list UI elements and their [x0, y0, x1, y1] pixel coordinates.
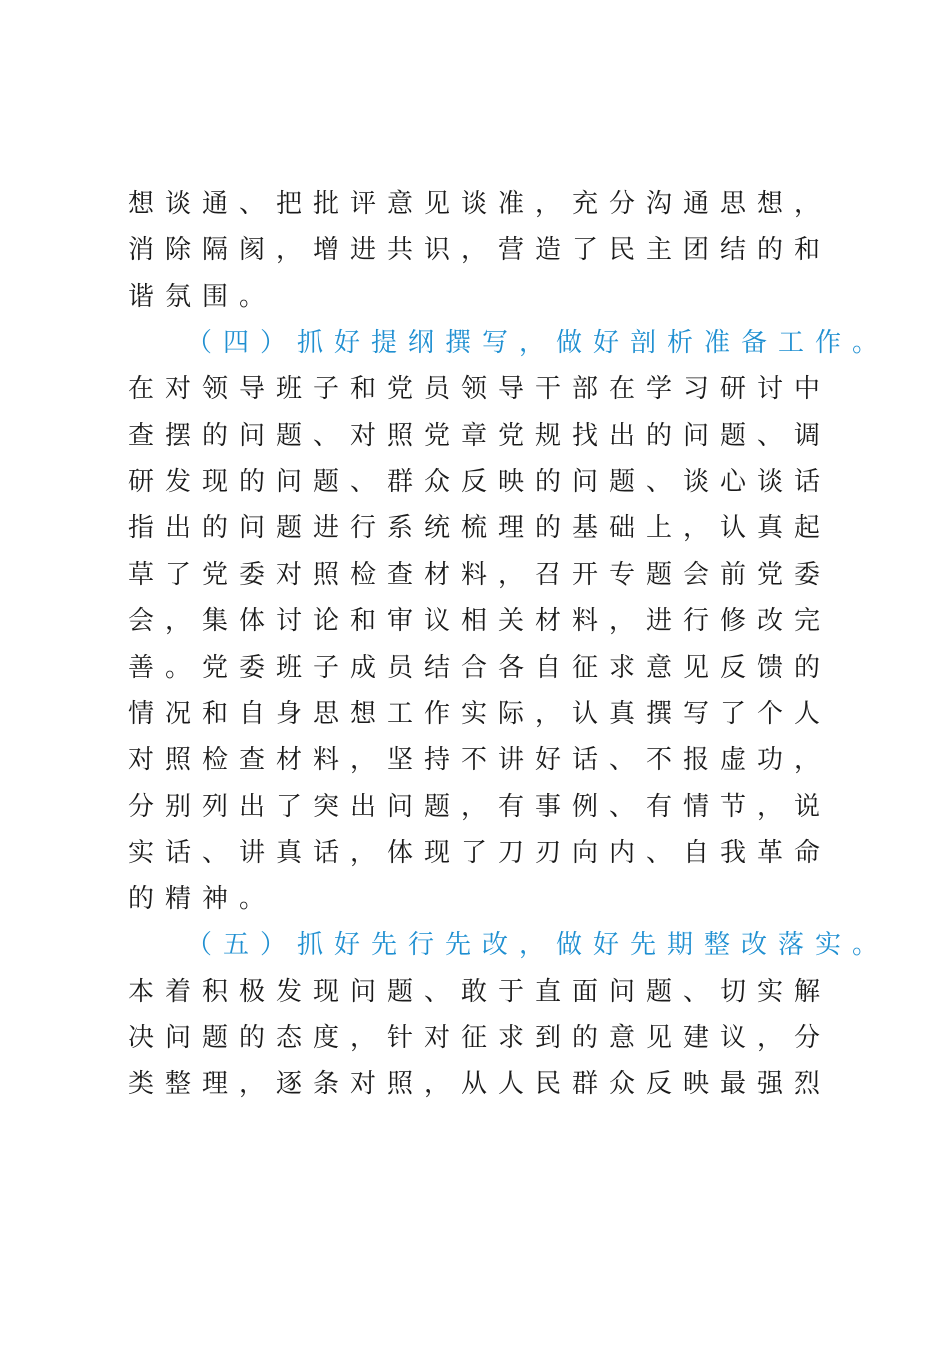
text-line: 分别列出了突出问题，有事例、有情节，说 [128, 792, 832, 822]
text-line: 草了党委对照检查材料，召开专题会前党委 [128, 560, 832, 590]
text-line: 指出的问题进行系统梳理的基础上，认真起 [128, 513, 832, 543]
section-heading-four: （四）抓好提纲撰写，做好剖析准备工作。 [186, 328, 890, 358]
text-line: 本着积极发现问题、敢于直面问题、切实解 [128, 977, 832, 1007]
text-line: 查摆的问题、对照党章党规找出的问题、调 [128, 421, 832, 451]
text-line: 实话、讲真话，体现了刀刃向内、自我革命 [128, 838, 832, 868]
text-line: 在对领导班子和党员领导干部在学习研讨中 [128, 374, 832, 404]
text-line: 会，集体讨论和审议相关材料，进行修改完 [128, 606, 832, 636]
text-line: 善。党委班子成员结合各自征求意见反馈的 [128, 653, 832, 683]
section-heading-five: （五）抓好先行先改，做好先期整改落实。 [186, 930, 890, 960]
text-line: 对照检查材料，坚持不讲好话、不报虚功， [128, 745, 832, 775]
text-line: 谐氛围。 [128, 282, 277, 312]
text-line: 决问题的态度，针对征求到的意见建议，分 [128, 1023, 832, 1053]
text-line: 想谈通、把批评意见谈准，充分沟通思想， [128, 189, 832, 219]
text-line: 类整理，逐条对照，从人民群众反映最强烈 [128, 1069, 832, 1099]
text-line: 消除隔阂，增进共识，营造了民主团结的和 [128, 235, 832, 265]
text-line: 情况和自身思想工作实际，认真撰写了个人 [128, 699, 832, 729]
text-line: 的精神。 [128, 884, 277, 914]
text-line: 研发现的问题、群众反映的问题、谈心谈话 [128, 467, 832, 497]
